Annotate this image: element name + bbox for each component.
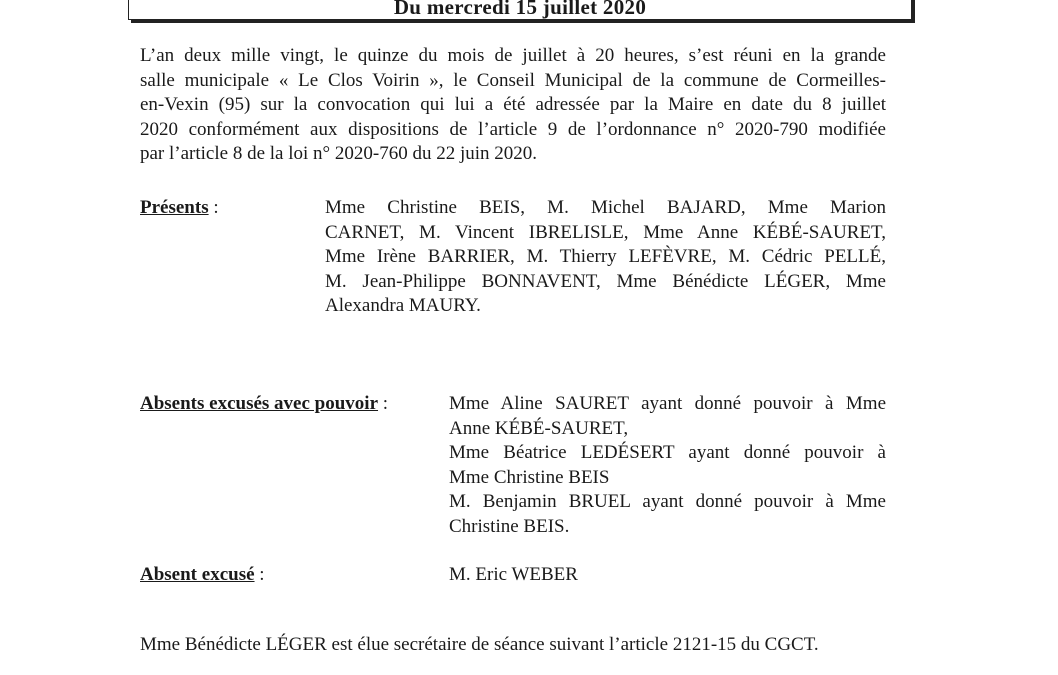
absents-pouvoir-line: Anne KÉBÉ-SAURET, [449,417,629,439]
secretary-statement: Mme Bénédicte LÉGER est élue secrétaire de séance suivant l’article 2121-15 du CGCT. [140,634,819,655]
intro-line: 2020 conformément aux dispositions de l’article 9 de l’ordonnance n° 2020-790 modifiée [140,118,886,140]
intro-line: salle municipale « Le Clos Voirin », le Conseil Municipal de la commune de Cormeilles- [140,69,886,91]
intro-paragraph [140,44,886,167]
presents-line: Mme Christine BEIS, M. Michel BAJARD, Mme Marion [325,197,886,218]
absent-excuse-label-text: Absent excusé [140,564,255,585]
header-box [128,0,912,20]
presents-line: Mme Irène BARRIER, M. Thierry LEFÈVRE, M. Cédric PELLÉ, [325,246,886,267]
absents-pouvoir-label-text: Absents excusés avec pouvoir [140,393,379,414]
presents-list [325,196,886,319]
absents-pouvoir-line: Christine BEIS. [449,515,570,537]
intro-line: par l’article 8 de la loi n° 2020-760 du 22 juin 2020. [140,143,538,164]
absents-pouvoir-label-suffix: : [378,393,389,414]
presents-label-suffix: : [208,197,219,218]
presents-label-text: Présents [140,197,209,218]
presents-label [140,196,219,221]
intro-line: en-Vexin (95) sur la convocation qui lui a été adressée par la Maire en date du 8 juillet [140,94,886,115]
absents-pouvoir-line: Mme Christine BEIS [449,466,610,488]
absents-pouvoir-list [449,392,886,539]
absents-pouvoir-label [140,392,388,417]
presents-line: CARNET, M. Vincent IBRELISLE, Mme Anne KÉBÉ-SAURET, [325,221,886,243]
absents-pouvoir-line: Mme Aline SAURET ayant donné pouvoir à Mme [449,393,886,414]
absents-pouvoir-line: Mme Béatrice LEDÉSERT ayant donné pouvoir à [449,442,886,463]
meeting-date-heading: Du mercredi 15 juillet 2020 [393,0,647,19]
absent-excuse-label-suffix: : [254,564,265,585]
presents-line: Alexandra MAURY. [325,295,481,316]
absent-excuse-name: M. Eric WEBER [449,564,578,585]
absents-pouvoir-line: M. Benjamin BRUEL ayant donné pouvoir à Mme [449,491,886,512]
intro-line: L’an deux mille vingt, le quinze du mois de juillet à 20 heures, s’est réuni en la grande [140,45,886,66]
presents-line: M. Jean-Philippe BONNAVENT, Mme Bénédicte LÉGER, Mme [325,270,886,292]
absent-excuse-label [140,563,265,588]
